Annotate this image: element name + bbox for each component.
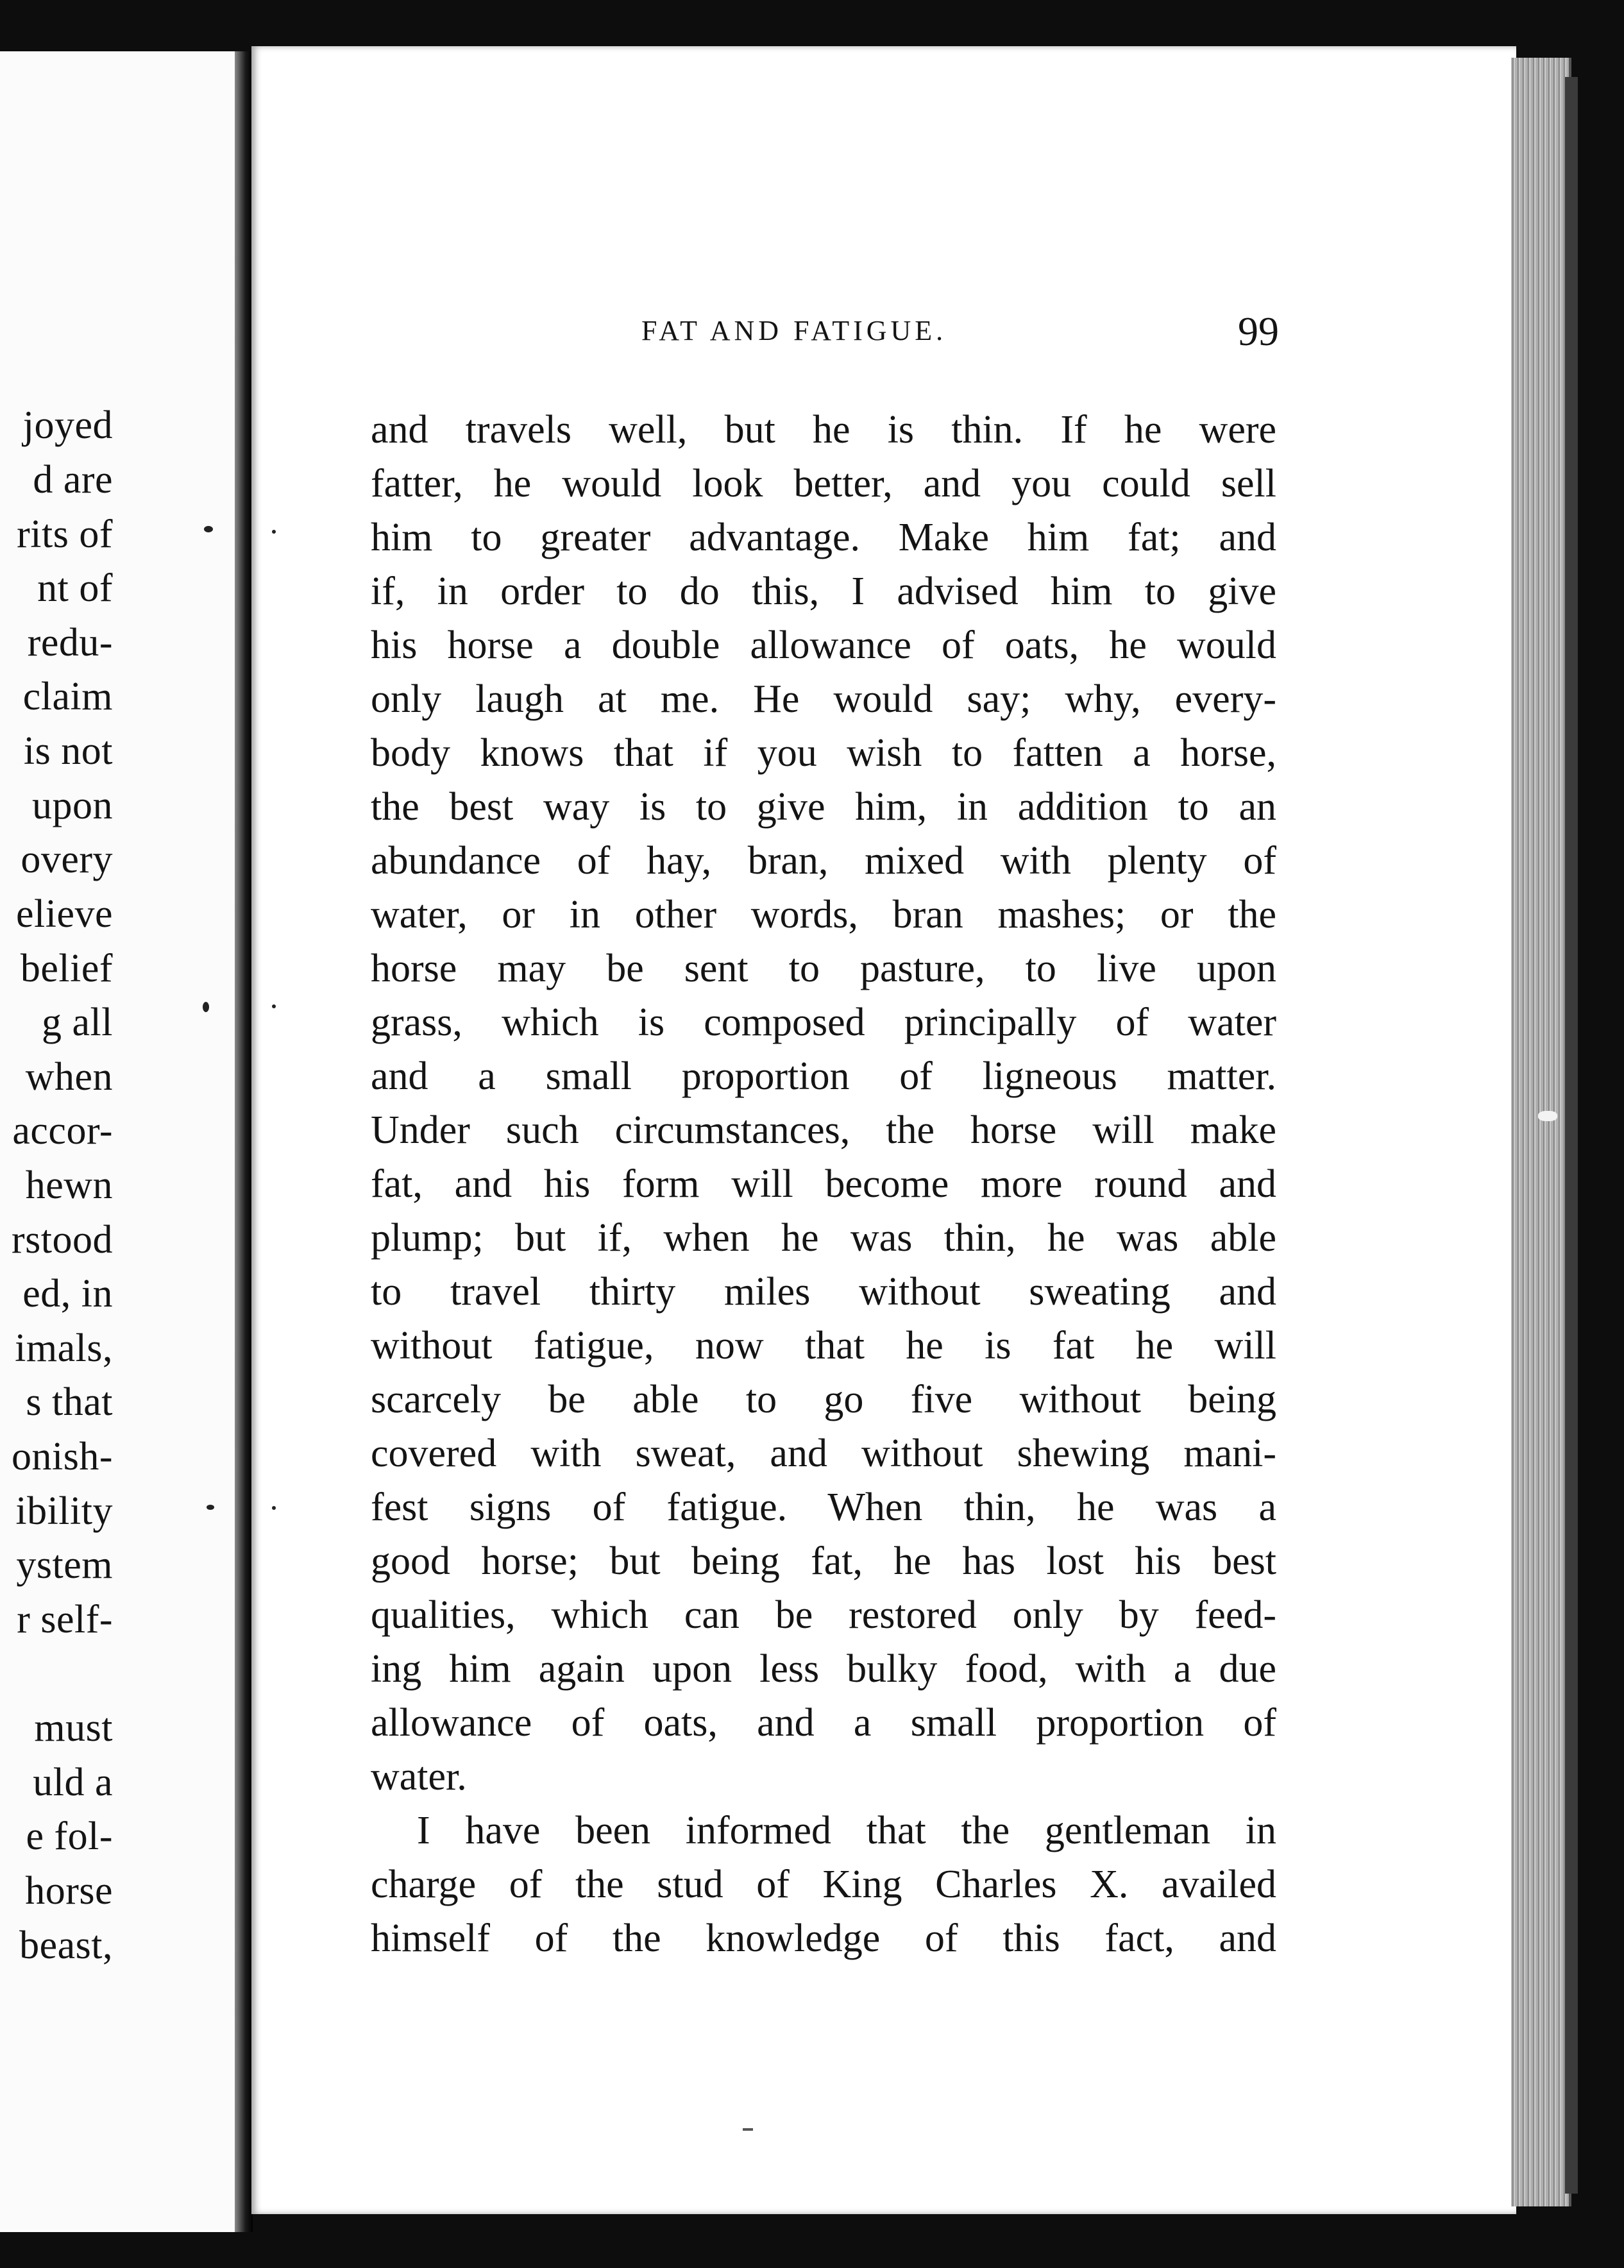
text-line: his horse a double allowance of oats, he would	[371, 623, 1276, 667]
text-line: horse may be sent to pasture, to live upon	[371, 947, 1276, 990]
book-gutter	[235, 51, 253, 2232]
text-line: grass, which is composed principally of water	[371, 1001, 1276, 1044]
text-line: abundance of hay, bran, mixed with plenty of	[371, 839, 1276, 883]
facing-line: elieve	[15, 892, 113, 936]
text-line: covered with sweat, and without shewing mani-	[371, 1432, 1276, 1475]
page-edge-tab	[1538, 1111, 1557, 1121]
facing-line: overy	[21, 838, 113, 881]
facing-line: beast,	[19, 1924, 113, 1967]
facing-line: upon	[32, 784, 113, 827]
text-line: himself of the knowledge of this fact, and	[371, 1917, 1276, 1960]
spine-speck	[272, 1004, 276, 1008]
facing-line: e fol-	[26, 1815, 113, 1858]
facing-line: r self-	[17, 1598, 113, 1641]
facing-line: ed, in	[22, 1272, 113, 1316]
facing-line: rstood	[12, 1218, 113, 1262]
spine-speck	[203, 1002, 209, 1012]
facing-line: d are	[33, 458, 113, 502]
text-line: ing him again upon less bulky food, with a due	[371, 1647, 1276, 1691]
facing-line: ystem	[16, 1543, 113, 1587]
facing-line: horse	[25, 1869, 113, 1913]
running-head	[385, 308, 1283, 353]
facing-line: ibility	[15, 1489, 113, 1533]
text-line: qualities, which can be restored only by feed-	[371, 1593, 1276, 1637]
facing-line: claim	[22, 675, 113, 718]
running-title: FAT AND FATIGUE.	[641, 315, 947, 346]
text-line: and a small proportion of ligneous matter.	[371, 1054, 1276, 1098]
page-mark	[743, 2128, 753, 2131]
text-line: without fatigue, now that he is fat he will	[371, 1324, 1276, 1367]
text-line: if, in order to do this, I advised him to give	[371, 570, 1276, 613]
page-number: 99	[1238, 309, 1279, 354]
facing-line: onish-	[12, 1435, 113, 1478]
body-text	[371, 403, 1276, 1965]
facing-line: must	[34, 1706, 113, 1750]
spine-speck	[204, 526, 213, 532]
text-line: fatter, he would look better, and you could sell	[371, 462, 1276, 505]
text-line: and travels well, but he is thin. If he were	[371, 408, 1276, 452]
facing-line: g all	[42, 1001, 113, 1044]
text-line: Under such circumstances, the horse will make	[371, 1108, 1276, 1152]
spine-speck	[207, 1505, 214, 1510]
page-edges	[1511, 58, 1571, 2206]
facing-line: nt of	[37, 566, 113, 610]
text-line: to travel thirty miles without sweating and	[371, 1270, 1276, 1314]
facing-line: s that	[26, 1380, 113, 1424]
page-edges-shadow	[1565, 77, 1578, 2194]
facing-page	[0, 51, 239, 2232]
facing-line: rits of	[17, 512, 113, 556]
facing-line: redu-	[27, 621, 113, 664]
text-line: only laugh at me. He would say; why, every-	[371, 677, 1276, 721]
text-line: plump; but if, when he was thin, he was able	[371, 1216, 1276, 1260]
facing-line: accor-	[12, 1109, 113, 1153]
text-line: scarcely be able to go five without being	[371, 1378, 1276, 1421]
facing-line: belief	[20, 947, 113, 990]
text-line: good horse; but being fat, he has lost his best	[371, 1539, 1276, 1583]
text-line: fest signs of fatigue. When thin, he was a	[371, 1485, 1276, 1529]
facing-line: is not	[23, 729, 113, 773]
text-line: fat, and his form will become more round and	[371, 1162, 1276, 1206]
spine-speck	[272, 530, 276, 534]
text-line: charge of the stud of King Charles X. availed	[371, 1863, 1276, 1906]
text-line: water, or in other words, bran mashes; or the	[371, 893, 1276, 936]
text-line: allowance of oats, and a small proportion of	[371, 1701, 1276, 1745]
text-line: him to greater advantage. Make him fat; and	[371, 516, 1276, 559]
paragraph-end-line: water.	[371, 1755, 467, 1798]
facing-line: imals,	[15, 1326, 113, 1370]
facing-line: when	[25, 1055, 113, 1099]
paragraph-start-line: I have been informed that the gentleman in	[417, 1809, 1276, 1852]
spine-speck	[272, 1506, 276, 1510]
facing-line: uld a	[33, 1761, 113, 1804]
text-line: body knows that if you wish to fatten a horse,	[371, 731, 1276, 775]
text-line: the best way is to give him, in addition to an	[371, 785, 1276, 829]
facing-line: joyed	[22, 403, 113, 447]
facing-line: hewn	[25, 1164, 113, 1207]
